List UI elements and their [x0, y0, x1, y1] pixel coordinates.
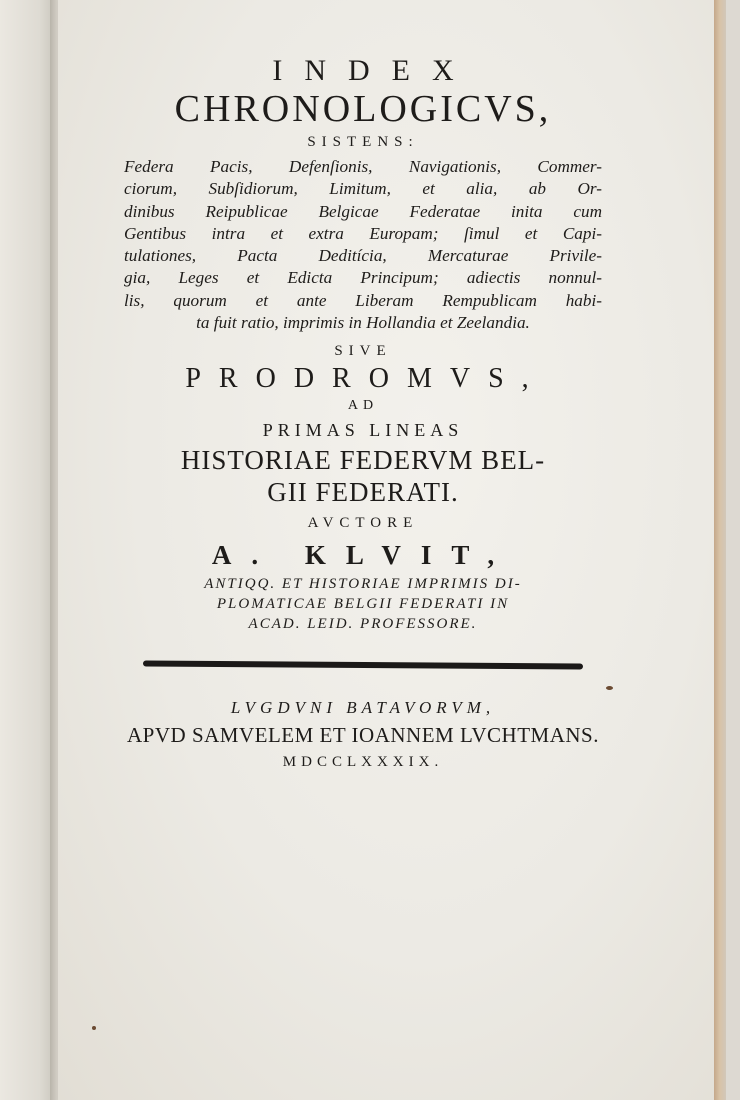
heading-prodromus: PRODROMVS,	[185, 363, 547, 395]
heading-historiae-2: GII FEDERATI.	[267, 477, 459, 508]
description-line: Federa Pacis, Defenſionis, Navigationis, Commer-	[124, 157, 602, 176]
description-line: tulationes, Pacta Deditícia, Mercaturae Privile-	[124, 246, 602, 266]
description-line: lis, quorum et ante Liberam Rempublicam habi-	[124, 290, 602, 310]
description-line: Gentibus intra et extra Europam; ſimul et Capi-	[124, 223, 602, 243]
description-paragraph	[124, 156, 602, 334]
description-line: ta fuit ratio, imprimis in Hollandia et Zeelandia.	[196, 313, 530, 333]
credential-line: ANTIQQ. ET HISTORIAE IMPRIMIS DI-	[204, 576, 522, 593]
author-credentials	[118, 574, 608, 634]
foxing-spot	[92, 1026, 96, 1030]
imprint-date: MDCCLXXXIX.	[282, 754, 444, 771]
background	[726, 0, 740, 1100]
imprint-publisher: APVD SAMVELEM ET IOANNEM LVCHTMANS.	[127, 723, 599, 748]
word-auctore: AVCTORE	[307, 515, 419, 532]
credential-line: ACAD. LEID. PROFESSORE.	[248, 616, 478, 633]
heading-historiae-1: HISTORIAE FEDERVM BEL-	[180, 445, 546, 476]
printers-rule	[143, 661, 583, 670]
heading-chronologicus: CHRONOLOGICVS,	[174, 88, 552, 130]
title-page-text	[118, 52, 608, 774]
word-sive: SIVE	[334, 343, 392, 360]
description-line: gia, Leges et Edicta Principum; adiectis nonnul-	[124, 268, 602, 288]
credential-line: PLOMATICAE BELGII FEDERATI IN	[216, 596, 510, 613]
foxing-spot	[606, 686, 613, 690]
imprint-place: LVGDVNI BATAVORVM,	[230, 698, 496, 718]
heading-sistens: SISTENS:	[307, 134, 419, 150]
line-primas-lineas: PRIMAS LINEAS	[262, 420, 464, 441]
author-name: A. KLVIT,	[211, 540, 515, 571]
left-page	[0, 0, 56, 1100]
word-ad: AD	[347, 398, 379, 414]
heading-index: INDEX	[272, 54, 476, 87]
description-line: ciorum, Subſidiorum, Limitum, et alia, ab Or-	[124, 179, 602, 199]
description-line: dinibus Reipublicae Belgicae Federatae inita cum	[124, 201, 602, 221]
